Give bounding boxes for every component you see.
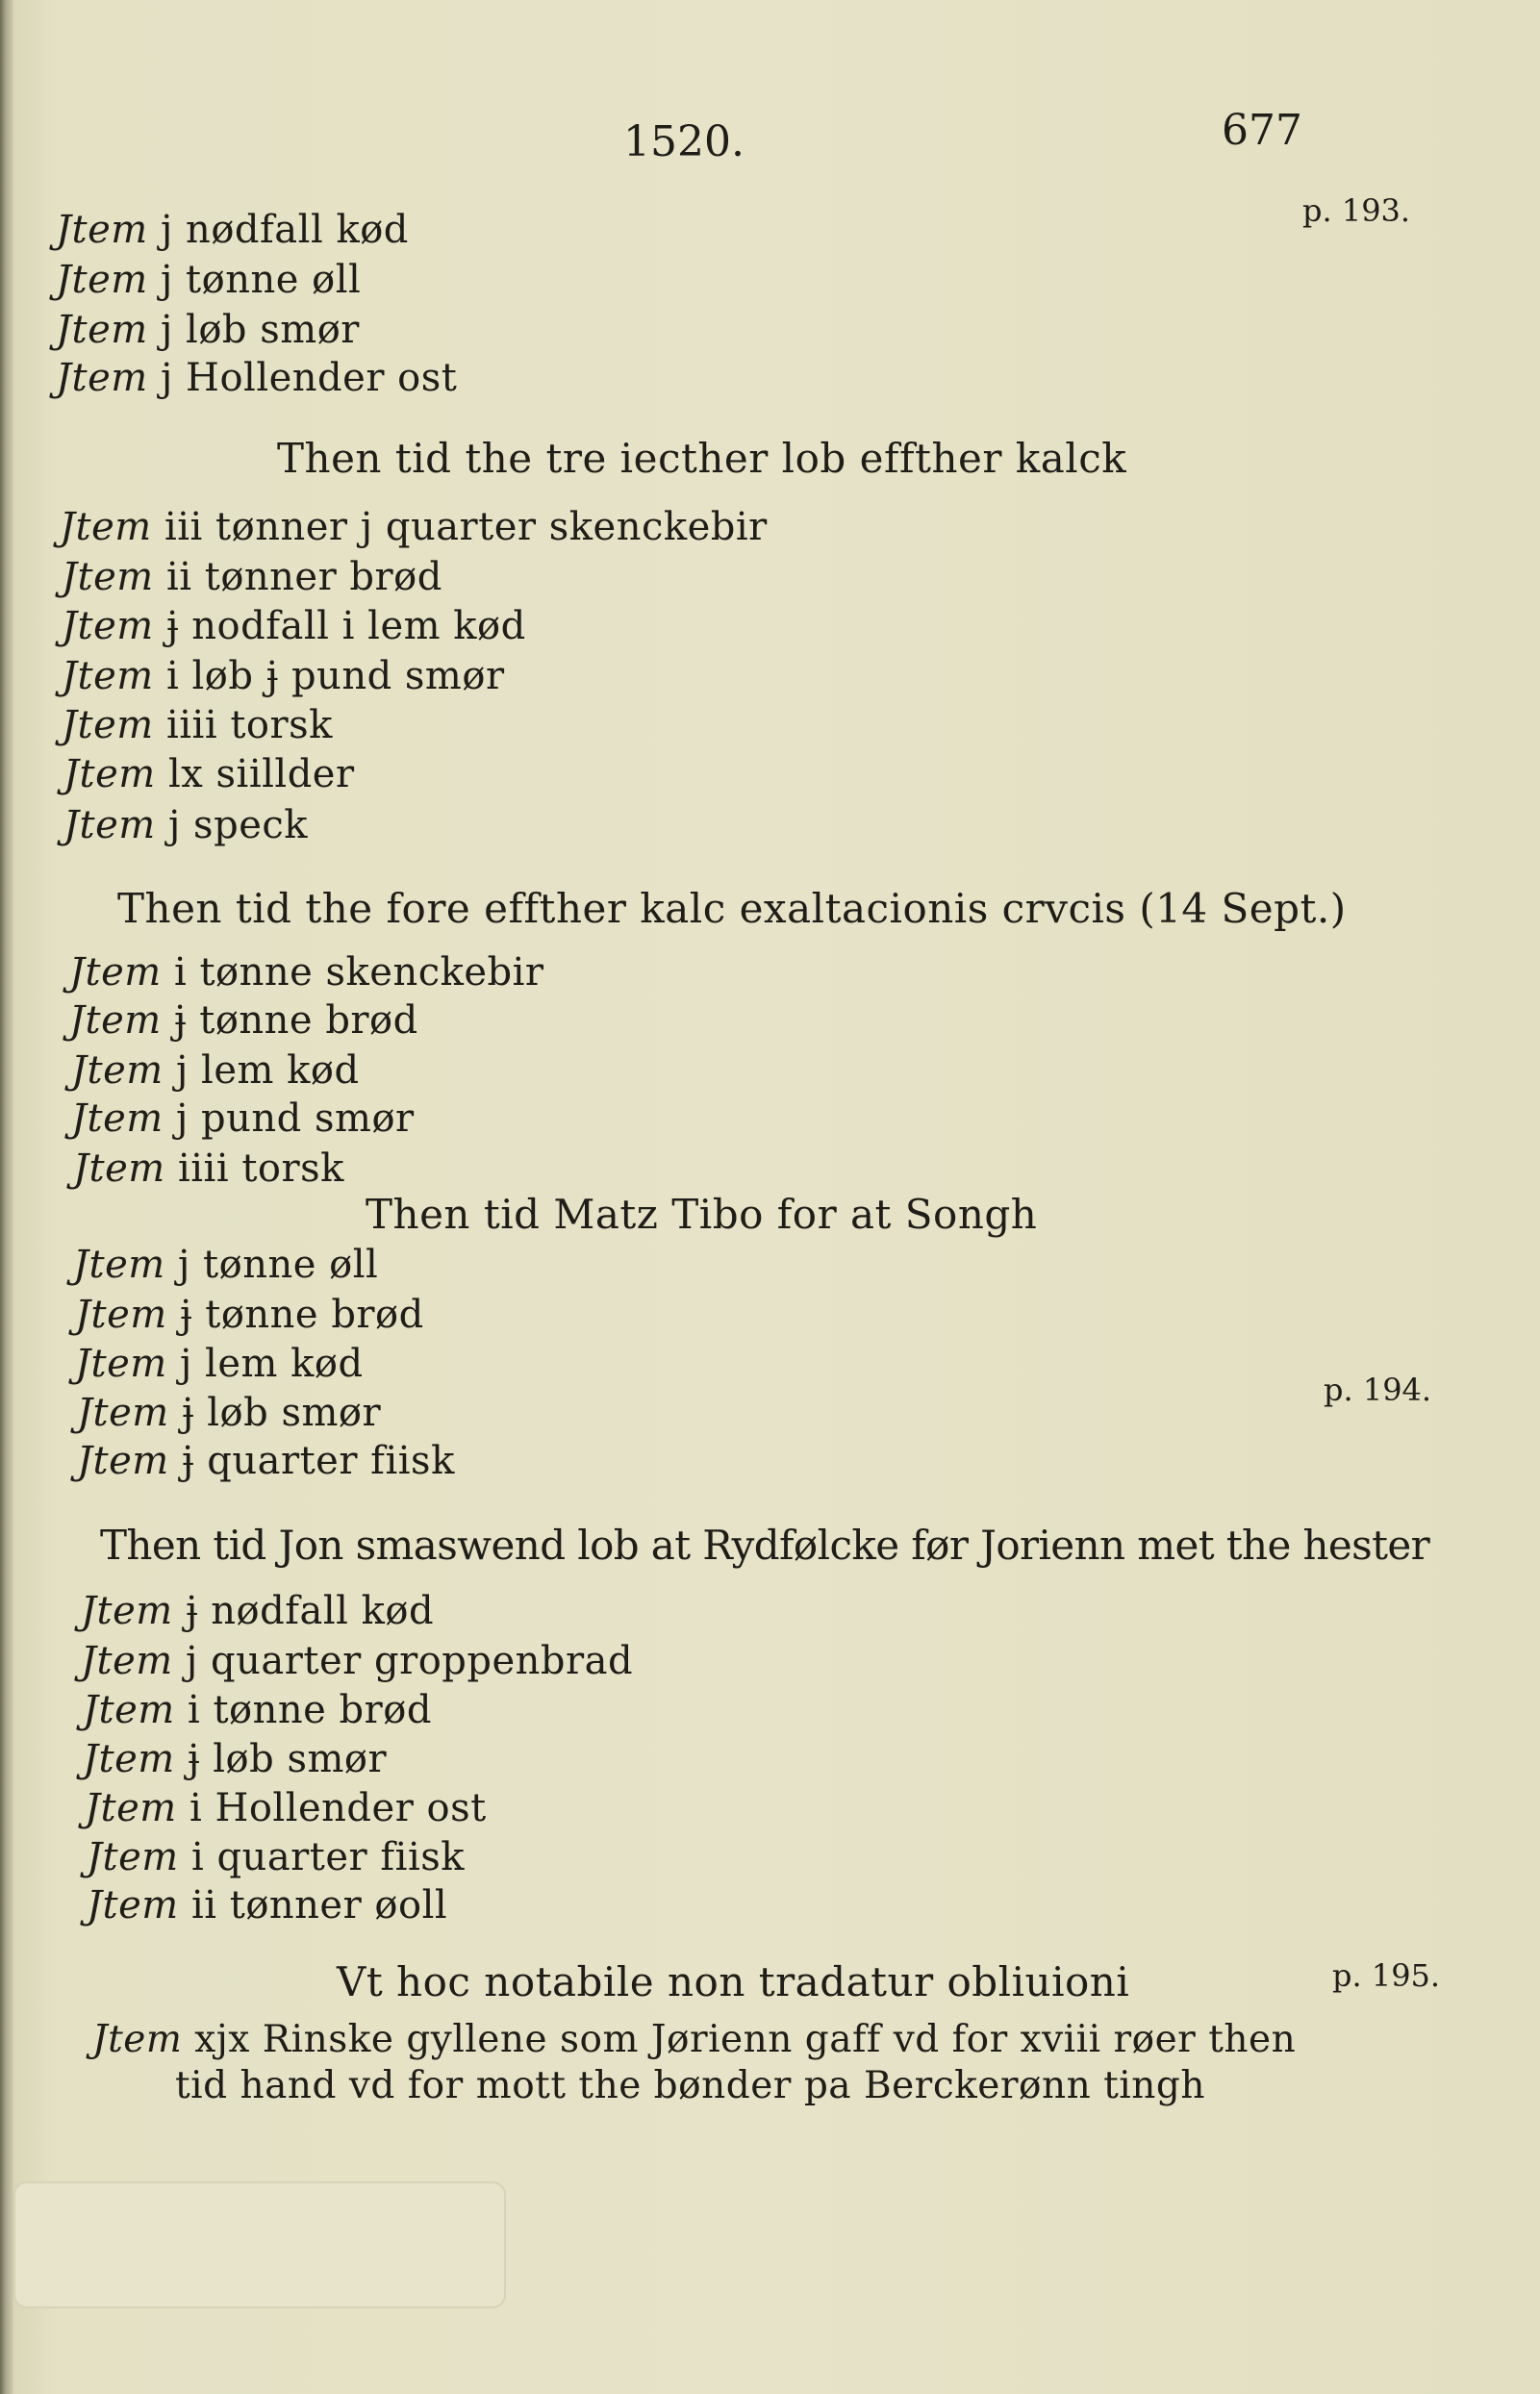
list-item: Jtem i løb ɉ pund smør	[62, 654, 505, 698]
book-spine-shadow	[0, 0, 13, 2394]
list-item: Jtem j speck	[63, 803, 308, 847]
paragraph-line: tid hand vd for mott the bønder pa Berckerønn tingh	[175, 2064, 1205, 2107]
list-item: Jtem ɉ nødfall kød	[81, 1589, 435, 1633]
list-item: Jtem j lem kød	[75, 1342, 364, 1386]
section-heading: Vt hoc notabile non tradatur obliuioni	[337, 1958, 1130, 2005]
list-item: Jtem ɉ løb smør	[77, 1391, 382, 1435]
library-stamp-box	[13, 2181, 506, 2308]
list-item: Jtem ii tønner øoll	[87, 1883, 448, 1928]
list-item: Jtem i quarter fiisk	[87, 1835, 466, 1879]
list-item: Jtem j pund smør	[71, 1096, 415, 1141]
section-heading: Then tid the tre iecther lob effther kalck	[277, 435, 1127, 482]
list-item: Jtem j lem kød	[71, 1048, 360, 1093]
section-heading: Then tid the fore effther kalc exaltacionis crvcis (14 Sept.)	[117, 885, 1347, 932]
list-item: Jtem ii tønner brød	[62, 555, 442, 599]
list-item: Jtem i tønne brød	[83, 1688, 432, 1732]
page-year: 1520.	[623, 117, 745, 166]
list-item: Jtem ɉ nodfall i lem kød	[62, 604, 526, 648]
list-item: Jtem j nødfall kød	[56, 208, 409, 252]
margin-note-p193: p. 193.	[1302, 192, 1411, 229]
list-item: Jtem j tønne øll	[73, 1243, 379, 1287]
list-item: Jtem j løb smør	[56, 308, 360, 352]
list-item: Jtem j Hollender ost	[56, 356, 458, 400]
list-item: Jtem iiii torsk	[73, 1147, 344, 1191]
list-item: Jtem ɉ løb smør	[83, 1737, 388, 1781]
list-item: Jtem ɉ tønne brød	[75, 1293, 424, 1337]
list-item: Jtem ɉ tønne brød	[69, 998, 418, 1043]
section-heading: Then tid Jon smaswend lob at Rydfølcke før Jorienn met the hester	[100, 1522, 1430, 1569]
list-item: Jtem i tønne skenckebir	[69, 950, 544, 995]
margin-note-p195: p. 195.	[1332, 1957, 1441, 1994]
section-heading: Then tid Matz Tibo for at Songh	[366, 1191, 1038, 1238]
list-item: Jtem iiii torsk	[62, 703, 333, 747]
list-item: Jtem lx siillder	[63, 752, 355, 796]
paragraph-line: Jtem xjx Rinske gyllene som Jørienn gaff vd for xviii røer then	[92, 2018, 1297, 2061]
margin-note-p194: p. 194.	[1324, 1372, 1432, 1408]
list-item: Jtem iii tønner j quarter skenckebir	[60, 505, 768, 549]
list-item: Jtem j tønne øll	[56, 258, 362, 302]
list-item: Jtem ɉ quarter fiisk	[77, 1439, 455, 1483]
page-number: 677	[1222, 106, 1302, 155]
list-item: Jtem j quarter groppenbrad	[81, 1639, 634, 1683]
list-item: Jtem i Hollender ost	[85, 1786, 487, 1830]
